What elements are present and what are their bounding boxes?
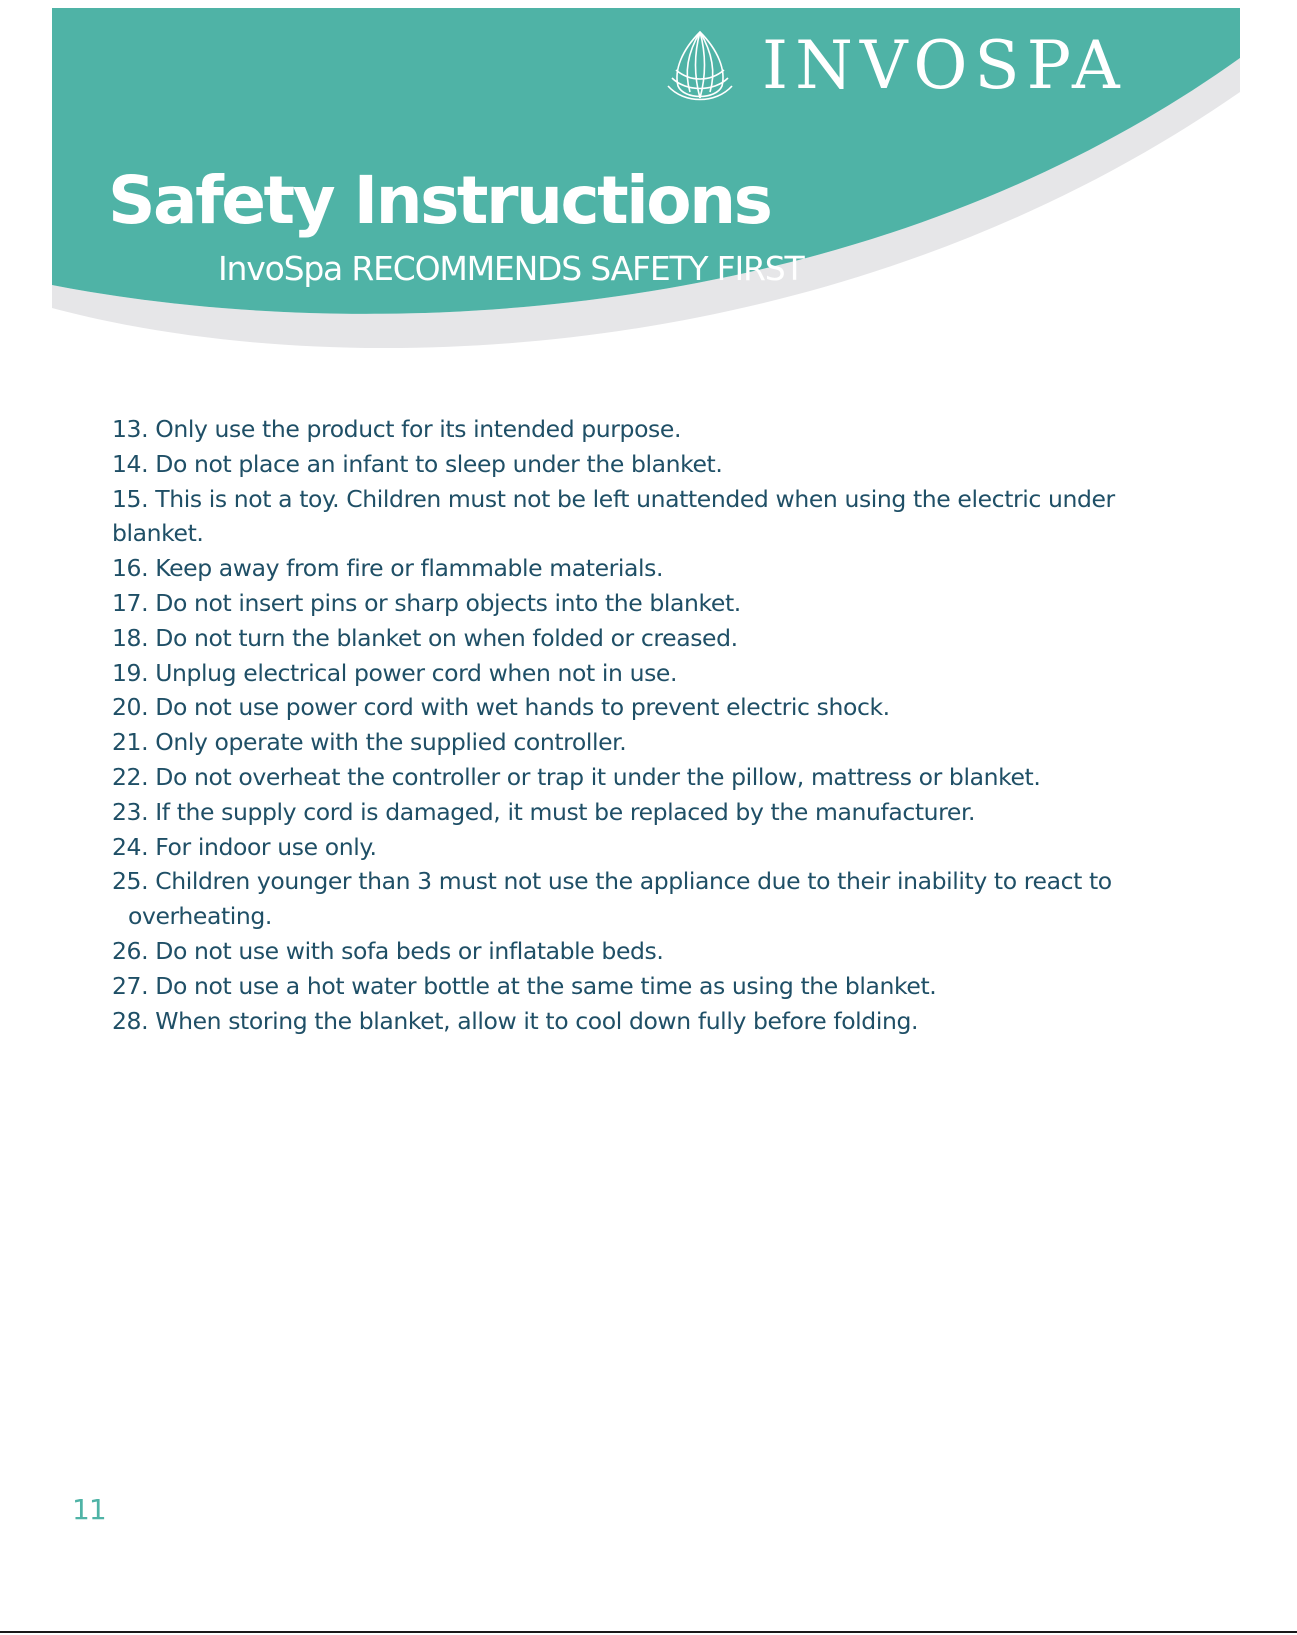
instruction-item: 27. Do not use a hot water bottle at the same time as using the blanket. xyxy=(112,971,937,1000)
safety-instructions-list xyxy=(112,412,1202,1038)
page-title: Safety Instructions xyxy=(108,162,771,239)
instruction-item: 20. Do not use power cord with wet hands to prevent electric shock. xyxy=(112,693,890,722)
brand-wordmark: INVOSPA xyxy=(762,27,1127,104)
instruction-item: 23. If the supply cord is damaged, it must be replaced by the manufacturer. xyxy=(112,797,976,826)
instruction-item: 25. Children younger than 3 must not use the appliance due to their inability to react to overheating. xyxy=(112,867,1112,931)
instruction-item: 18. Do not turn the blanket on when folded or creased. xyxy=(112,623,738,652)
instruction-item: 14. Do not place an infant to sleep under the blanket. xyxy=(112,449,723,478)
instruction-item: 24. For indoor use only. xyxy=(112,832,377,861)
instruction-item: 15. This is not a toy. Children must not be left unattended when using the electric under blanket. xyxy=(112,484,1115,548)
page-bottom-border xyxy=(0,1631,1297,1633)
instruction-item: 13. Only use the product for its intended purpose. xyxy=(112,415,682,443)
page-subtitle: InvoSpa RECOMMENDS SAFETY FIRST xyxy=(218,249,804,288)
instruction-item: 16. Keep away from fire or flammable materials. xyxy=(112,554,664,583)
instruction-item: 21. Only operate with the supplied controller. xyxy=(112,728,627,757)
instruction-item: 26. Do not use with sofa beds or inflatable beds. xyxy=(112,936,664,965)
instruction-item: 19. Unplug electrical power cord when not in use. xyxy=(112,658,678,687)
instruction-item: 28. When storing the blanket, allow it to cool down fully before folding. xyxy=(112,1006,919,1035)
lotus-icon xyxy=(660,26,740,106)
brand-logo xyxy=(660,26,1127,106)
page-number: 11 xyxy=(72,1493,106,1526)
instruction-item: 22. Do not overheat the controller or trap it under the pillow, mattress or blanket. xyxy=(112,762,1041,791)
instruction-item: 17. Do not insert pins or sharp objects into the blanket. xyxy=(112,588,741,617)
